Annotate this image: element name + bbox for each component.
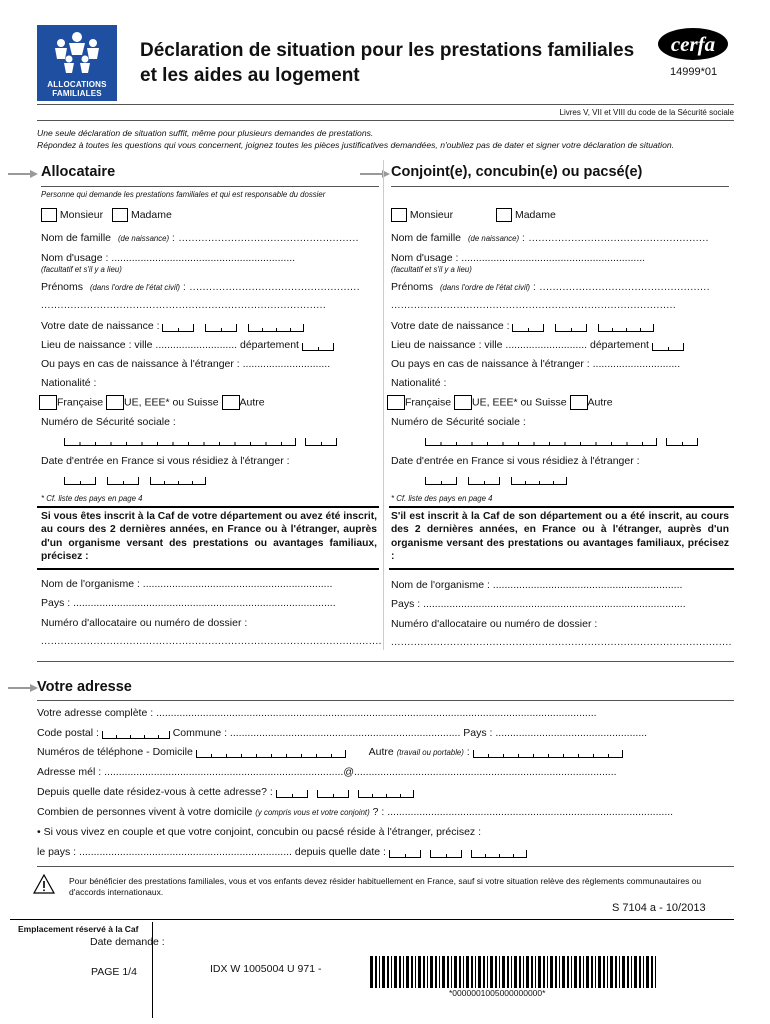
adresse-divider (37, 700, 734, 701)
section-arrow-icon (360, 170, 390, 178)
logo-line2: FAMILIALES (52, 89, 102, 98)
barcode-icon (370, 956, 660, 988)
autre-tel-note: (travail ou portable) (396, 748, 464, 757)
entree-month-boxes[interactable] (468, 477, 500, 485)
title-line2: et les aides au logement (140, 65, 360, 86)
le-pays-row[interactable] (37, 846, 527, 858)
prenoms-continuation[interactable]: ....................................................................................... (391, 300, 677, 311)
combien-row[interactable] (37, 806, 673, 818)
depuis-month-boxes[interactable] (317, 790, 349, 798)
date-naissance-field[interactable] (41, 320, 304, 332)
date-naissance-label: Votre date de naissance : (391, 320, 513, 332)
prenoms-continuation[interactable]: ....................................................................................... (41, 300, 327, 311)
nom-famille-label: Nom de famille (391, 232, 462, 244)
francaise-checkbox[interactable] (39, 395, 57, 410)
num-allocataire-field[interactable]: ........................................................................................................ (391, 637, 732, 648)
num-allocataire-field[interactable]: ........................................................................................................ (41, 636, 382, 647)
nom-usage-field[interactable]: Nom d'usage : ............................................................... (41, 252, 296, 264)
monsieur-label: Monsieur (59, 208, 104, 221)
ue-label: UE, EEE* ou Suisse (472, 396, 567, 409)
num-secu-label: Numéro de Sécurité sociale : (41, 416, 176, 428)
pays-field[interactable]: Pays : .......................................................................................... (41, 597, 336, 609)
num-allocataire-label: Numéro d'allocataire ou numéro de dossier : (391, 618, 598, 630)
nom-famille-note: (de naissance) (467, 234, 520, 243)
nom-famille-field[interactable] (41, 232, 359, 244)
intro-text (37, 128, 737, 151)
autre-checkbox[interactable] (570, 395, 588, 410)
num-secu-digits[interactable] (64, 438, 296, 446)
legal-divider (37, 120, 734, 121)
departement-boxes[interactable] (652, 343, 684, 351)
day-boxes[interactable] (512, 324, 544, 332)
lieu-naissance-field[interactable] (41, 339, 334, 351)
num-secu-boxes[interactable] (425, 434, 698, 446)
caf-block-bottom (37, 568, 379, 570)
nom-usage-field[interactable]: Nom d'usage : ............................................................... (391, 252, 646, 264)
depuis-label: Depuis quelle date résidez-vous à cette adresse? : (37, 786, 276, 798)
le-pays-month-boxes[interactable] (430, 850, 462, 858)
cerfa-logo-text: cerfa (670, 32, 716, 56)
allocataire-divider (41, 186, 379, 187)
autre-tel-colon: : (463, 746, 473, 758)
autre-tel-label: Autre (368, 746, 397, 758)
combien-note: (y compris vous et votre conjoint) (255, 808, 370, 817)
day-boxes[interactable] (162, 324, 194, 332)
nationalite-options (387, 395, 613, 410)
prenoms-dots: : .................................................... (182, 282, 360, 293)
section-arrow-icon (8, 684, 38, 692)
telephone-row[interactable] (37, 746, 623, 758)
entree-month-boxes[interactable] (107, 477, 139, 485)
nom-famille-field[interactable] (391, 232, 709, 244)
date-naissance-field[interactable] (391, 320, 654, 332)
code-postal-row[interactable] (37, 727, 647, 739)
lieu-naissance-label: Lieu de naissance : ville ............................ département (41, 339, 302, 351)
pays-naissance-field[interactable]: Ou pays en cas de naissance à l'étranger : .............................. (41, 358, 331, 370)
page-number: PAGE 1/4 (91, 966, 137, 978)
prenoms-note: (dans l'ordre de l'état civil) (439, 283, 531, 292)
residence-note: Pour bénéficier des prestations familiales, vous et vos enfants devez résider habituellement en France, sauf si votre situation relève des règlements communautaires ou d'accords internationaux. (69, 876, 702, 897)
code-postal-boxes[interactable] (102, 731, 170, 739)
departement-boxes[interactable] (302, 343, 334, 351)
civilite-conjoint (391, 208, 556, 222)
prenoms-label: Prénoms (391, 281, 434, 293)
conjoint-divider (391, 186, 729, 187)
barcode-text: *0000001005000000000* (449, 988, 546, 998)
lieu-naissance-field[interactable] (391, 339, 684, 351)
date-entree-label: Date d'entrée en France si vous résidiez à l'étranger : (391, 455, 640, 467)
telephone-domicile-boxes[interactable] (196, 750, 346, 758)
adresse-complete-field[interactable]: Votre adresse complète : ....................................................................................................................................................... (37, 707, 597, 719)
nom-usage-note: (facultatif et s'il y a lieu) (391, 265, 472, 274)
cf-liste-note: * Cf. liste des pays en page 4 (391, 494, 493, 503)
num-allocataire-label: Numéro d'allocataire ou numéro de dossier : (41, 617, 248, 629)
page-title (140, 38, 634, 88)
ue-checkbox[interactable] (106, 395, 124, 410)
nom-famille-note: (de naissance) (117, 234, 170, 243)
francaise-checkbox[interactable] (387, 395, 405, 410)
pays-field[interactable]: Pays : .......................................................................................... (391, 598, 686, 610)
caf-block-bottom (389, 568, 734, 570)
pays-naissance-field[interactable]: Ou pays en cas de naissance à l'étranger : .............................. (391, 358, 681, 370)
year-boxes[interactable] (248, 324, 304, 332)
nom-famille-dots: : ....................................................... (172, 233, 359, 244)
commune-pays-field[interactable]: Commune : ............................................................................... Pays : .................................................... (172, 727, 648, 739)
num-secu-key[interactable] (666, 438, 698, 446)
prenoms-dots: : .................................................... (532, 282, 710, 293)
le-pays-year-boxes[interactable] (471, 850, 527, 858)
lieu-naissance-label: Lieu de naissance : ville ............................ département (391, 339, 652, 351)
madame-label: Madame (130, 208, 172, 221)
couple-etranger-label: • Si vous vivez en couple et que votre conjoint, concubin ou pacsé réside à l'étranger, précisez : (37, 826, 482, 838)
telephone-autre-boxes[interactable] (473, 750, 623, 758)
code-postal-label: Code postal : (37, 727, 102, 739)
autre-label: Autre (239, 396, 265, 409)
madame-checkbox[interactable] (496, 208, 512, 222)
ue-label: UE, EEE* ou Suisse (124, 396, 219, 409)
date-naissance-label: Votre date de naissance : (41, 320, 163, 332)
header-divider (37, 104, 734, 105)
allocataire-subtitle: Personne qui demande les prestations familiales et qui est responsable du dossier (41, 190, 326, 199)
entree-year-boxes[interactable] (511, 477, 567, 485)
family-figures-icon (49, 29, 105, 77)
warning-icon (33, 874, 55, 894)
caf-inscription-text: Si vous êtes inscrit à la Caf de votre département ou avez été inscrit, au cours des 2 dernières années, en France ou à l'étranger, auprès d'un organisme versant des prestations ou avantages familiaux, précisez : (41, 511, 377, 563)
cf-liste-note: * Cf. liste des pays en page 4 (41, 494, 143, 503)
le-pays-label: le pays : ......................................................................... depuis quelle date : (37, 846, 389, 858)
nom-organisme-field[interactable]: Nom de l'organisme : ................................................................. (391, 579, 683, 591)
depuis-row[interactable] (37, 786, 414, 798)
depuis-day-boxes[interactable] (276, 790, 308, 798)
caf-inscription-text: S'il est inscrit à la Caf de son département ou a été inscrit, au cours des 2 dernières années, en France ou à l'étranger, auprès d'un organisme versant des prestations ou avantages familiaux, précisez : (391, 511, 729, 563)
num-secu-label: Numéro de Sécurité sociale : (391, 416, 526, 428)
month-boxes[interactable] (555, 324, 587, 332)
prenoms-note: (dans l'ordre de l'état civil) (89, 283, 181, 292)
column-separator (383, 160, 384, 650)
intro-line1: Une seule déclaration de situation suffit, même pour plusieurs demandes de prestations. (37, 128, 374, 138)
date-demande-label: Date demande : (90, 936, 165, 948)
telephone-label: Numéros de téléphone - Domicile (37, 746, 196, 758)
monsieur-checkbox[interactable] (41, 208, 57, 222)
conjoint-title: Conjoint(e), concubin(e) ou pacsé(e) (391, 164, 643, 180)
ue-checkbox[interactable] (454, 395, 472, 410)
nationalite-options (39, 395, 265, 410)
section-arrow-icon (8, 170, 38, 178)
francaise-label: Française (405, 396, 452, 409)
nationalite-label: Nationalité : (41, 377, 97, 389)
caf-logo (37, 25, 117, 101)
adresse-title: Votre adresse (37, 679, 132, 695)
nom-famille-label: Nom de famille (41, 232, 112, 244)
date-entree-boxes[interactable] (64, 473, 206, 485)
combien-label: Combien de personnes vivent à votre domicile (37, 806, 256, 818)
intro-line2: Répondez à toutes les questions qui vous concernent, joignez toutes les pièces justificatives demandées, n'oubliez pas de dater et signer votre déclaration de situation. (37, 139, 675, 150)
monsieur-label: Monsieur (409, 208, 454, 221)
num-secu-key[interactable] (305, 438, 337, 446)
cerfa-number: 14999*01 (670, 66, 718, 78)
prenoms-field[interactable] (41, 281, 360, 293)
idx-reference: IDX W 1005004 U 971 - (210, 963, 322, 975)
title-line1: Déclaration de situation pour les prestations familiales (140, 40, 635, 61)
entree-year-boxes[interactable] (150, 477, 206, 485)
nom-famille-dots: : ....................................................... (522, 233, 709, 244)
francaise-label: Française (57, 396, 104, 409)
monsieur-checkbox[interactable] (391, 208, 407, 222)
reserved-caf-label: Emplacement réservé à la Caf (18, 924, 139, 934)
email-field[interactable]: Adresse mél : ..................................................................................@.......................................................................................... (37, 766, 617, 778)
legal-reference: Livres V, VII et VIII du code de la Sécurité sociale (559, 108, 734, 117)
nationalite-label: Nationalité : (391, 377, 447, 389)
entree-day-boxes[interactable] (425, 477, 457, 485)
madame-label: Madame (514, 208, 556, 221)
madame-checkbox[interactable] (112, 208, 128, 222)
autre-label: Autre (587, 396, 613, 409)
form-reference: S 7104 a - 10/2013 (612, 902, 706, 914)
date-entree-boxes[interactable] (425, 473, 567, 485)
year-boxes[interactable] (598, 324, 654, 332)
logo-line1: ALLOCATIONS (47, 80, 107, 89)
nom-organisme-field[interactable]: Nom de l'organisme : ................................................................. (41, 578, 333, 590)
depuis-year-boxes[interactable] (358, 790, 414, 798)
prenoms-field[interactable] (391, 281, 710, 293)
num-secu-digits[interactable] (425, 438, 657, 446)
le-pays-day-boxes[interactable] (389, 850, 421, 858)
adresse-top-divider (37, 661, 734, 662)
date-entree-label: Date d'entrée en France si vous résidiez à l'étranger : (41, 455, 290, 467)
note-top-divider (37, 866, 734, 867)
month-boxes[interactable] (205, 324, 237, 332)
civilite-allocataire (41, 208, 172, 222)
combien-dots: ? : .................................................................................................. (369, 806, 674, 818)
nom-usage-note: (facultatif et s'il y a lieu) (41, 265, 122, 274)
allocataire-title: Allocataire (41, 164, 116, 180)
caf-block-divider (389, 506, 734, 508)
cerfa-logo (657, 27, 729, 61)
caf-block-divider (37, 506, 379, 508)
prenoms-label: Prénoms (41, 281, 84, 293)
entree-day-boxes[interactable] (64, 477, 96, 485)
num-secu-boxes[interactable] (64, 434, 337, 446)
autre-checkbox[interactable] (222, 395, 240, 410)
footer-divider (10, 919, 734, 920)
